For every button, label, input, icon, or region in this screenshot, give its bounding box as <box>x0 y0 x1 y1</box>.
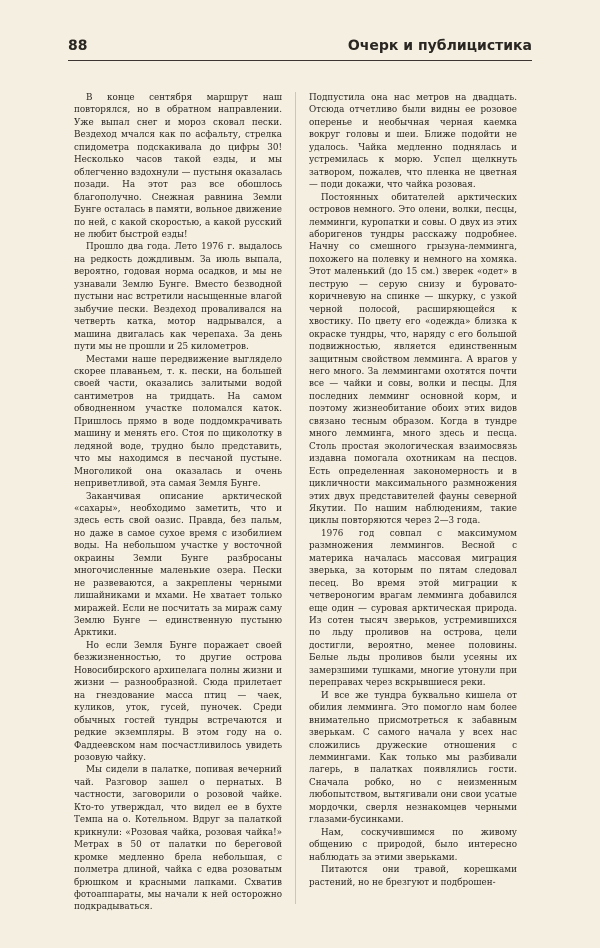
column-divider <box>295 92 296 904</box>
paragraph: Питаются они травой, корешками растений, но не брезгуют и подброшен- <box>309 865 517 888</box>
paragraph: В конце сентября маршрут наш повторялся, но в обратном направлении. Уже выпал снег и мороз сковал пески. Вездеход мчался как по асфальту, стрелка спидометра подскакивала до цифры 30! Несколько часов такой езды, и мы облегченно вздохнули — пустыня оказалась позади. На этот раз все обошлось благополучно. Снежная равнина Земли Бунге осталась в памяти, вольное движение по ней, с какой скоростью, а какой русский не любит быстрой езды! <box>74 93 282 240</box>
left-column <box>74 92 282 914</box>
paragraph: И все же тундра буквально кишела от обилия лемминга. Это помогло нам более внимательно присмотреться к забавным зверькам. С самого начала у всех нас сложились дружеские отношения с леммингами. Как только мы разбивали лагерь, в палатках появлялись гости. Сначала робко, но с неизменным любопытством, вытягивали они свои усатые мордочки, сверля незнакомцев черными глазами-бусинками. <box>309 690 517 826</box>
paragraph: Подпустила она нас метров на двадцать. Отсюда отчетливо были видны ее розовое оперенье и необычная черная каемка вокруг головы и шеи. Ближе подойти не удалось. Чайка медленно поднялась и устремилась к морю. Успел щелкнуть затвором, пожалев, что пленка не цветная — поди докажи, что чайка розовая. <box>309 93 517 191</box>
paragraph: Заканчивая описание арктической «сахары», необходимо заметить, что и здесь есть свой оазис. Правда, без пальм, но даже в самое сухое время с изобилием воды. На небольшом участке у восточной окраины Земли Бунге разбросаны многочисленные маленькие озера. Пески не развеваются, а закреплены черными лишайниками и мхами. Не хватает только миражей. Если не посчитать за мираж саму Землю Бунге — единственную пустыню Арктики. <box>74 491 282 639</box>
page-header <box>68 34 532 62</box>
paragraph: Постоянных обитателей арктических островов немного. Это олени, волки, песцы, лемминги, куропатки и совы. О двух из этих аборигенов тундры расскажу подробнее. Начну со смешного грызуна-лемминга, похожего на полевку и немного на хомяка. Этот маленький (до 15 см.) зверек «одет» в пеструю — серую снизу и буровато-коричневую на спинке — шкурку, с узкой черной полосой, расширяющейся к хвостику. По цвету его «одежда» близка к окраске тундры, что, наряду с его большой подвижностью, является единственным защитным свойством лемминга. А врагов у него много. За леммингами охотятся почти все — чайки и совы, волки и песцы. Для последних лемминг основной корм, и поэтому жизнеобитание обоих этих видов связано тесным образом. Когда в тундре много лемминга, много здесь и песца. Столь простая экологическая взаимосвязь издавна помогала охотникам на песцов. Есть определенная закономерность и в цикличности максимального размножения этих двух представителей фауны северной Якутии. По нашим наблюдениям, такие циклы повторяются через 2—3 года. <box>309 192 517 527</box>
section-title: Очерк и публицистика <box>347 38 532 54</box>
paragraph: Нам, соскучившимся по живому общению с природой, было интересно наблюдать за этими зверьками. <box>309 827 517 863</box>
header-rule <box>68 60 532 61</box>
right-column <box>309 92 517 889</box>
paragraph: Местами наше передвижение выглядело скорее плаваньем, т. к. пески, на большей своей части, оказались залитыми водой сантиметров на тридцать. На самом обводненном участке поломался каток. Пришлось прямо в воде поддомкрачивать машину и менять его. Стоя по щиколотку в ледяной воде, трудно было представить, что мы находимся в песчаной пустыне. Многоликой она оказалась и очень неприветливой, эта самая Земля Бунге. <box>74 354 282 490</box>
page-number: 88 <box>68 38 88 54</box>
paragraph: 1976 год совпал с максимумом размножения леммингов. Весной с материка началась массовая миграция зверька, за которым по пятам следовал песец. Во время этой миграции к четвероногим врагам лемминга добавился еще один — суровая арктическая природа. Из сотен тысяч зверьков, устремившихся по льду проливов на острова, цели достигли, вероятно, менее половины. Белые льды проливов были усеяны их замерзшими тушками, многие утонули при переправах через вскрывшиеся реки. <box>309 528 517 689</box>
paragraph: Мы сидели в палатке, попивая вечерний чай. Разговор зашел о пернатых. В частности, заговорили о розовой чайке. Кто-то утверждал, что видел ее в бухте Темпа на о. Котельном. Вдруг за палаткой крикнули: «Розовая чайка, розовая чайка!» Метрах в 50 от палатки по береговой кромке медленно брела небольшая, с полметра длиной, чайка с едва розоватым брюшком и красными лапками. Схватив фотоаппараты, мы начали к ней осторожно подкрадываться. <box>74 765 282 913</box>
paragraph: Но если Земля Бунге поражает своей безжизненностью, то другие острова Новосибирского архипелага полны жизни и жизни — разнообразной. Сюда прилетает на гнездование масса птиц — чаек, куликов, уток, гусей, пуночек. Среди обычных гостей тундры встречаются и редкие экземпляры. В этом году на о. Фаддеевском нам посчастливилось увидеть розовую чайку. <box>74 640 282 764</box>
paragraph: Прошло два года. Лето 1976 г. выдалось на редкость дождливым. За июль выпала, вероятно, годовая норма осадков, и мы не узнавали Землю Бунге. Вместо безводной пустыни нас встретили насыщенные влагой зыбучие пески. Вездеход проваливался на четверть катка, мотор надрывался, а машина двигалась как черепаха. За день пути мы не прошли и 25 километров. <box>74 242 282 353</box>
